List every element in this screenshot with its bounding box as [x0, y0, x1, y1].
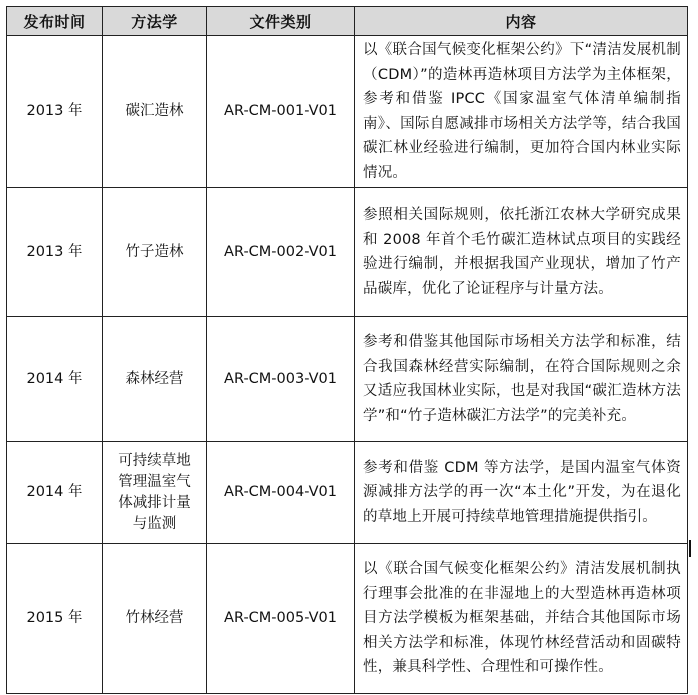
release-date-cell: 2015 年: [7, 544, 103, 694]
methodology-cell: [103, 36, 207, 188]
content-cell: 参考和借鉴 CDM 等方法学，是国内温室气体资源减排方法学的再一次“本土化”开发，为在退化的草地上开展可持续草地管理措施提供指引。: [355, 442, 688, 544]
methodology-cell: [103, 188, 207, 317]
release-date-cell: 2014 年: [7, 317, 103, 442]
methodology-table: [6, 6, 688, 694]
release-date-cell: 2014 年: [7, 442, 103, 544]
methodology-cell: [103, 544, 207, 694]
table-row: [7, 544, 688, 694]
table-row: [7, 36, 688, 188]
content-cell: 以《联合国气候变化框架公约》下“清洁发展机制（CDM）”的造林再造林项目方法学为主体框架，参考和借鉴 IPCC《国家温室气体清单编制指南》、国际自愿减排市场相关方法学等，结合我国碳汇林业经验进行编制，更加符合国内林业实际情况。: [355, 36, 688, 188]
document-code-cell: AR-CM-004-V01: [207, 442, 355, 544]
content-cell: 参考和借鉴其他国际市场相关方法学和标准，结合我国森林经营实际编制，在符合国际规则之余又适应我国林业实际，也是对我国“碳汇造林方法学”和“竹子造林碳汇方法学”的完美补充。: [355, 317, 688, 442]
table-header-row: [7, 7, 688, 36]
header-content: 内容: [355, 7, 688, 36]
header-document-category: 文件类别: [207, 7, 355, 36]
methodology-cell: [103, 317, 207, 442]
methodology-label: 竹林经营: [125, 610, 184, 626]
document-code-cell: AR-CM-002-V01: [207, 188, 355, 317]
header-methodology: 方法学: [103, 7, 207, 36]
methodology-cell: [103, 442, 207, 544]
table-row: [7, 442, 688, 544]
content-cell: 以《联合国气候变化框架公约》清洁发展机制执行理事会批准的在非湿地上的大型造林再造林项目方法学模板为框架基础，并结合其他国际市场相关方法学和标准，体现竹林经营活动和固碳特性，兼具科学性、合理性和可操作性。: [355, 544, 688, 694]
table-row: [7, 317, 688, 442]
document-code-cell: AR-CM-001-V01: [207, 36, 355, 188]
methodology-label: 竹子造林: [125, 243, 184, 260]
document-code-cell: AR-CM-005-V01: [207, 544, 355, 694]
methodology-label: 碳汇造林: [125, 103, 184, 119]
methodology-label: 可持续草地管理温室气体减排计量与监测: [118, 452, 191, 532]
table-row: [7, 188, 688, 317]
document-code-cell: AR-CM-003-V01: [207, 317, 355, 442]
edge-divider-mark: [689, 540, 691, 557]
methodology-label: 森林经营: [125, 370, 184, 387]
content-cell: 参照相关国际规则，依托浙江农林大学研究成果和 2008 年首个毛竹碳汇造林试点项目的实践经验进行编制，并根据我国产业现状，增加了竹产品碳库，优化了论证程序与计量方法。: [355, 188, 688, 317]
release-date-cell: 2013 年: [7, 188, 103, 317]
release-date-cell: 2013 年: [7, 36, 103, 188]
header-release-date: 发布时间: [7, 7, 103, 36]
